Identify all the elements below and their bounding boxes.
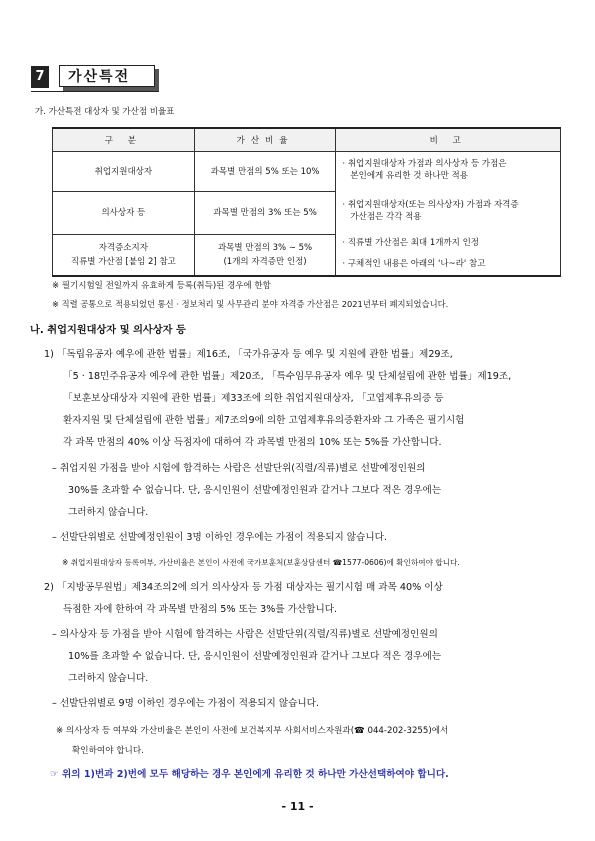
header-notes: 비 고	[336, 128, 561, 152]
section-title: 가산특전	[59, 65, 155, 87]
note-item: · 취업지원대상자 가점과 의사상자 등 가점은 본인에게 유리한 것 하나만 적용	[342, 159, 507, 181]
note-item: · 구체적인 내용은 아래의 '나~라' 참고	[342, 259, 486, 269]
category-cell: 취업지원대상자	[53, 152, 195, 192]
callout-note: ☞ 위의 1)번과 2)번에 모두 해당하는 경우 본인에게 유리한 것 하나만 가산선택하여야 합니다.	[50, 769, 449, 780]
item1-paragraph: 1) 「독립유공자 예우에 관한 법률」제16조, 「국가유공자 등 예우 및 지원에 관한 법률」제29조, 「5 · 18민주유공자 예우에 관한 법률」제20조, 「특수임무유공자 예우 및 단체설립에 관한 법률」제19조, 「보훈보상대상자 지원에 관한 법률」제33조에 의한 취업지원대상자, 「고엽제후유의증 등 환자지원 및 단체설립에 관한 법률」제7조의9에 의한 고엽제후유의증환자와 그 가족은 필기시험 각 과목 만점의 40% 이상 득점자에 대하여 각 과목별 만점의 10% 또는 5%를 가산합니다.	[44, 349, 512, 448]
ratio-cell: 과목별 만점의 3% ∼ 5% (1개의 자격증만 인정)	[194, 234, 336, 276]
section-number: 7	[31, 66, 49, 88]
page-number: - 11 -	[281, 800, 314, 813]
item2-dash2: – 선발단위별로 9명 이하인 경우에는 가점이 적용되지 않습니다.	[52, 698, 319, 709]
item1-dash2: – 선발단위별로 선발예정인원이 3명 이하인 경우에는 가점이 적용되지 않습니다.	[52, 532, 387, 543]
item1-note: ※ 취업지원대상자 등록여부, 가산비율은 본인이 사전에 국가보훈처(보훈상담센터 ☎1577-0606)에 확인하여야 합니다.	[62, 558, 460, 567]
category-cell: 의사상자 등	[53, 192, 195, 234]
table-header-row	[53, 128, 561, 152]
header-category: 구 분	[53, 128, 195, 152]
header-ratio: 가산비율	[194, 128, 336, 152]
table-row	[53, 152, 561, 192]
notes-cell	[336, 152, 561, 277]
note-item: · 직류별 가산점은 최대 1개까지 인정	[342, 238, 479, 248]
ratio-cell: 과목별 만점의 3% 또는 5%	[194, 192, 336, 234]
table-footnote: ※ 필기시험일 전일까지 유효하게 등록(취득)된 경우에 한함	[52, 281, 271, 291]
item2-paragraph: 2) 「지방공무원법」제34조의2에 의거 의사상자 등 가점 대상자는 필기시험 매 과목 40% 이상 득점한 자에 한하여 각 과목별 만점의 5% 또는 3%를 가산합니다.	[44, 582, 443, 615]
bonus-table	[52, 127, 561, 277]
table-footnote: ※ 직렬 공통으로 적용되었던 통신 · 정보처리 및 사무관리 분야 자격증 가산점은 2021년부터 폐지되었습니다.	[52, 299, 449, 309]
note-item: · 취업지원대상자(또는 의사상자) 가점과 자격증 가산점은 각각 적용	[342, 200, 519, 222]
item2-dash1: – 의사상자 등 가점을 받아 시험에 합격하는 사람은 선발단위(직렬/직류)별로 선발예정인원의 10%를 초과할 수 없습니다. 단, 응시인원이 선발예정인원과 같거나 그보다 적은 경우에는 그러하지 않습니다.	[52, 629, 442, 684]
item2-note: ※ 의사상자 등 여부와 가산비율은 본인이 사전에 보건복지부 사회서비스자원과(☎ 044-202-3255)에서 확인하여야 합니다.	[56, 726, 449, 756]
ratio-cell: 과목별 만점의 5% 또는 10%	[194, 152, 336, 192]
item1-dash1: – 취업지원 가점을 받아 시험에 합격하는 사람은 선발단위(직렬/직류)별로 선발예정인원의 30%를 초과할 수 없습니다. 단, 응시인원이 선발예정인원과 같거나 그보다 적은 경우에는 그러하지 않습니다.	[52, 463, 442, 518]
section-rule	[31, 91, 159, 92]
category-cell: 자격증소지자 직류별 가산점 [붙임 2] 참고	[53, 234, 195, 276]
section-b-heading: 나. 취업지원대상자 및 의사상자 등	[30, 325, 186, 336]
table-subheading: 가. 가산특전 대상자 및 가산점 비율표	[35, 107, 175, 117]
